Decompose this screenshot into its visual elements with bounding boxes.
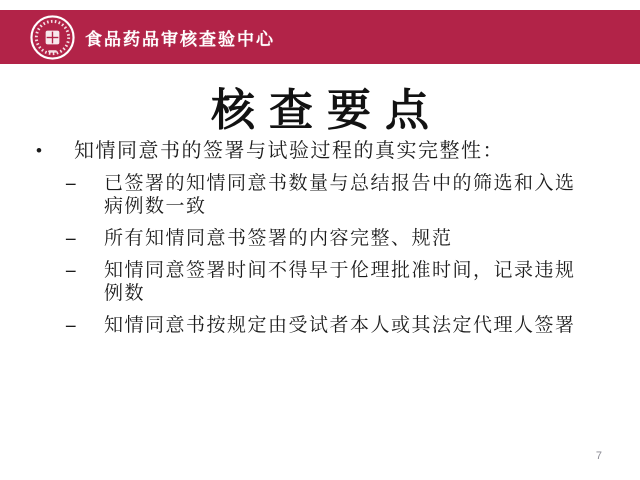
bullet-item [36, 136, 580, 166]
org-name: 食品药品审核查验中心 [85, 29, 275, 49]
bullet-marker-dot: • [36, 141, 42, 160]
bullet-text: 知情同意书的签署与试验过程的真实完整性： [74, 140, 504, 162]
bullet-text: 已签署的知情同意书数量与总结报告中的筛选和入选病例数一致 [104, 173, 576, 217]
bullet-text: 知情同意书按规定由受试者本人或其法定代理人签署 [104, 315, 576, 336]
bullet-item [66, 314, 580, 337]
header-bar [0, 10, 640, 64]
slide-title: 核查要点 [211, 86, 443, 135]
bullet-item [66, 259, 580, 305]
page-number: 7 [595, 450, 602, 462]
bullet-marker-dash: – [66, 228, 76, 249]
bullet-marker-dash: – [66, 173, 76, 194]
bullet-list [36, 136, 580, 346]
bullet-marker-dash: – [66, 260, 76, 281]
bullet-marker-dash: – [66, 315, 76, 336]
bullet-item [66, 172, 580, 218]
org-seal-icon [29, 14, 76, 61]
bullet-item [66, 227, 580, 250]
bullet-text: 所有知情同意书签署的内容完整、规范 [104, 228, 453, 249]
bullet-text: 知情同意签署时间不得早于伦理批准时间，记录违规例数 [104, 260, 576, 304]
